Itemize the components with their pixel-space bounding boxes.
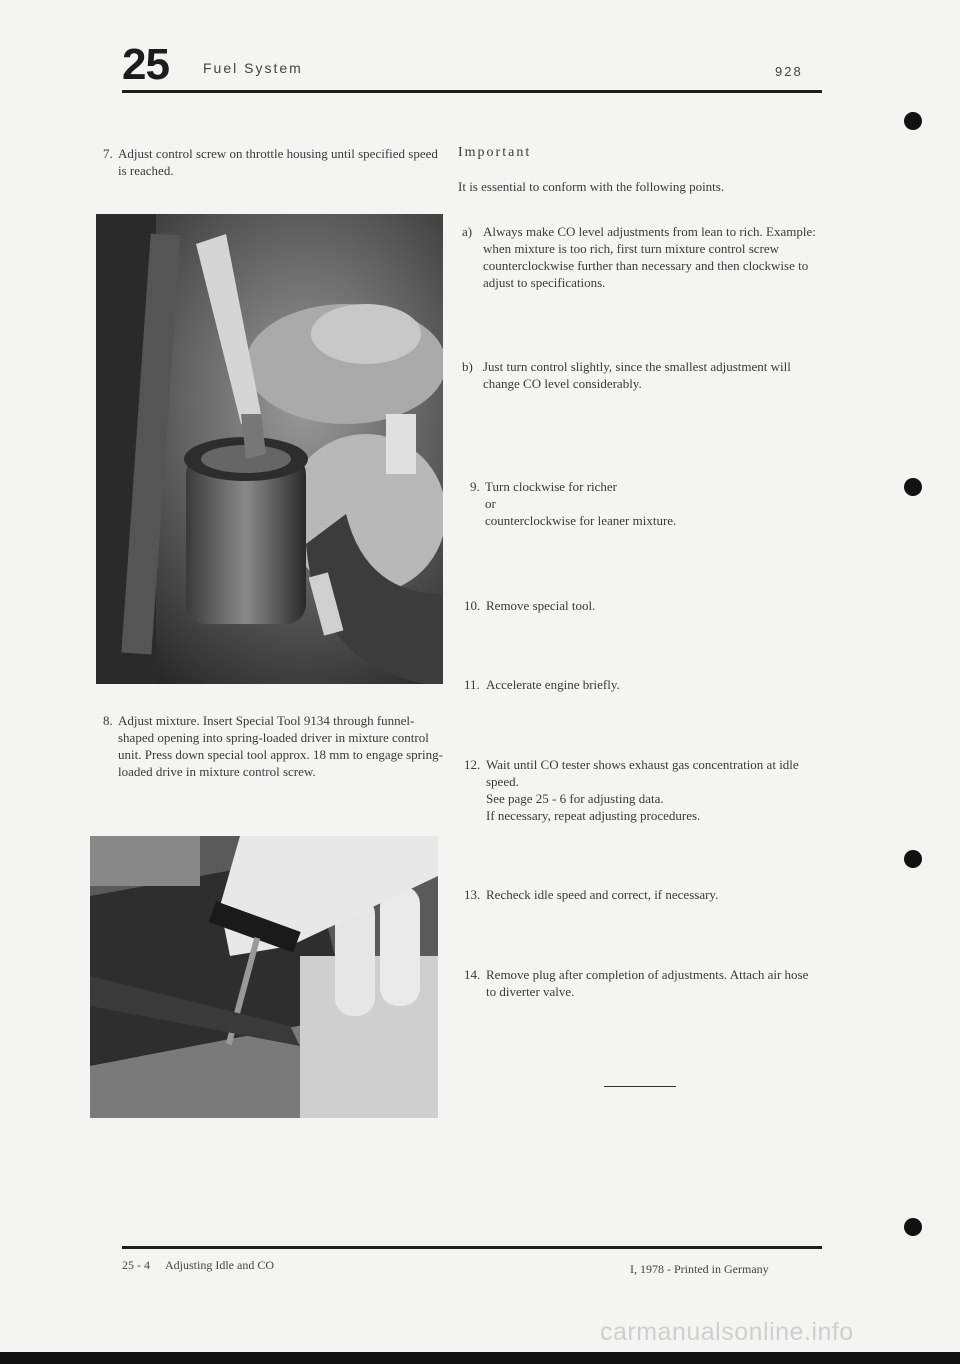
step-8: 8. Adjust mixture. Insert Special Tool 9134 through funnel-shaped opening into spring-loaded driver in mixture control unit. Press down special tool approx. 18 mm to engage spring-loaded drive in mixture control screw. xyxy=(103,713,443,779)
engine-photo-throttle xyxy=(96,214,443,684)
step-9: 9. Turn clockwise for richer or counterclockwise for leaner mixture. xyxy=(470,479,677,528)
footer-section: Adjusting Idle and CO xyxy=(165,1258,274,1272)
bottom-bar xyxy=(0,1352,960,1364)
chapter-number: 25 xyxy=(122,40,169,89)
binder-hole-4 xyxy=(904,1218,922,1236)
end-rule xyxy=(604,1086,676,1087)
binder-hole-3 xyxy=(904,850,922,868)
step-13: 13. Recheck idle speed and correct, if necessary. xyxy=(464,887,719,902)
footer-edition: I, 1978 - Printed in Germany xyxy=(630,1262,769,1276)
chapter-title: Fuel System xyxy=(203,60,303,76)
watermark-text: carmanualsonline.info xyxy=(600,1318,854,1346)
step-7: 7. Adjust control screw on throttle housing until specified speed is reached. xyxy=(103,146,438,178)
point-a: a) Always make CO level adjustments from lean to rich. Example: when mixture is too rich, first turn mixture control screw counterclockwise further than necessary and then clockwise to adjust to specifications. xyxy=(462,224,816,290)
important-intro: It is essential to conform with the following points. xyxy=(458,179,725,194)
step-11: 11. Accelerate engine briefly. xyxy=(464,677,620,692)
point-b: b) Just turn control slightly, since the smallest adjustment will change CO level considerably. xyxy=(462,359,791,391)
step-10: 10. Remove special tool. xyxy=(464,598,596,613)
step-14: 14. Remove plug after completion of adjustments. Attach air hose to diverter valve. xyxy=(464,967,809,999)
engine-photo-special-tool xyxy=(90,836,438,1118)
footer-rule xyxy=(122,1246,822,1249)
step-12: 12. Wait until CO tester shows exhaust gas concentration at idle speed. See page 25 - 6 for adjusting data. If necessary, repeat adjusting procedures. xyxy=(464,757,799,823)
footer-page-ref: 25 - 4 Adjusting Idle and CO xyxy=(122,1258,274,1272)
binder-hole-2 xyxy=(904,478,922,496)
important-heading: Important xyxy=(458,145,532,160)
binder-hole-1 xyxy=(904,112,922,130)
model-number: 928 xyxy=(775,64,803,79)
header-rule xyxy=(122,90,822,93)
